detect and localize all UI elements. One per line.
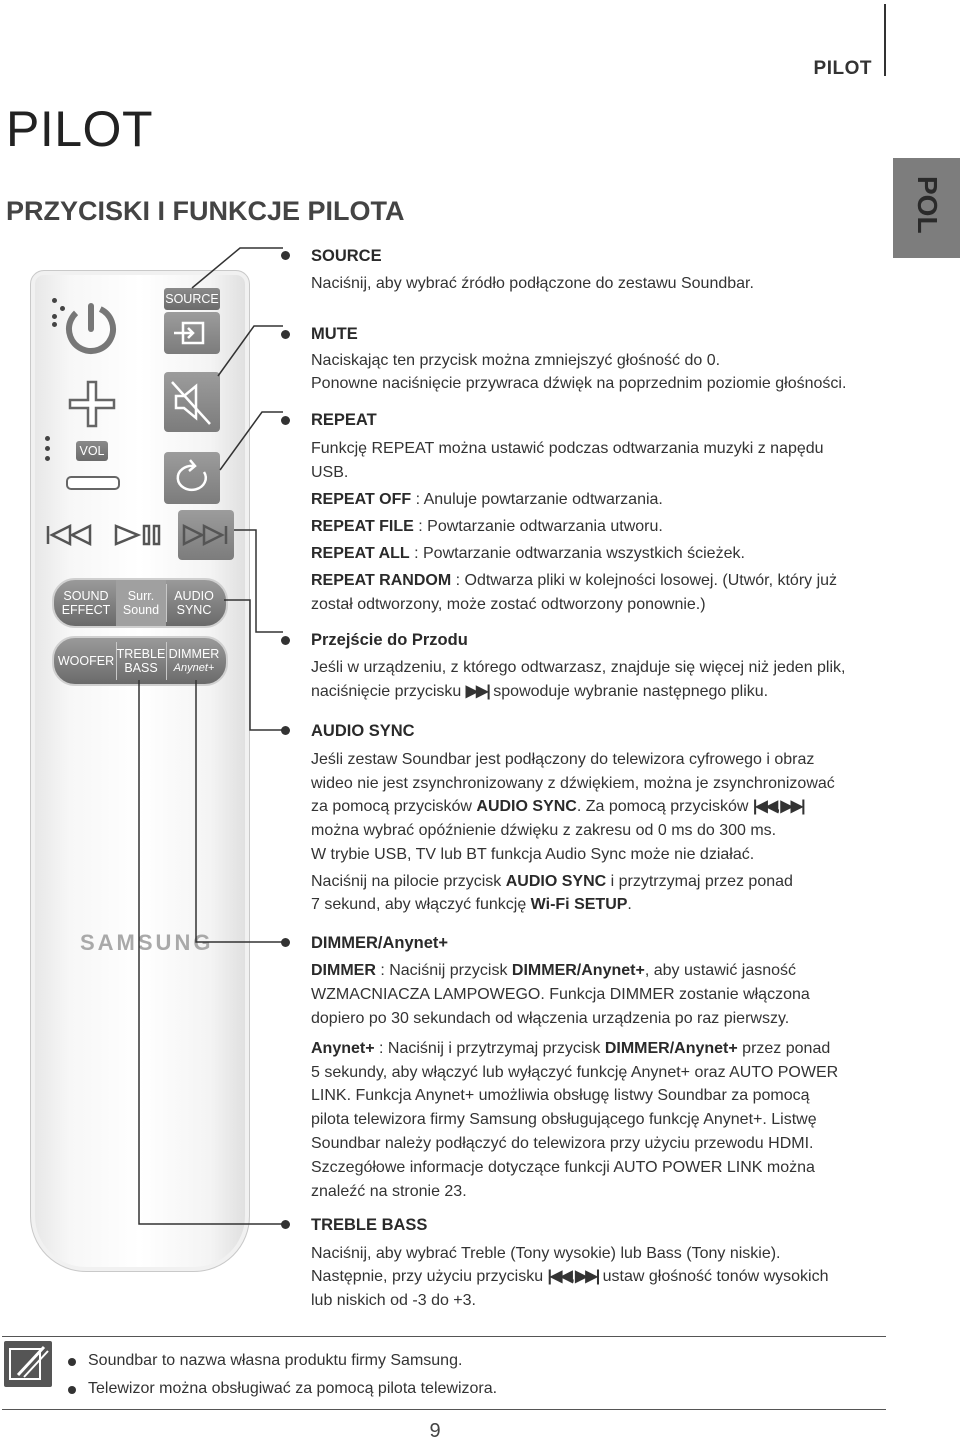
samsung-logo: SAMSUNG (80, 930, 214, 955)
note-bullet (68, 1386, 76, 1394)
treble-text-3: lub niskich od -3 do +3. (311, 1292, 476, 1309)
as-3d: , (776, 798, 781, 815)
as-6b: AUDIO SYNC (505, 873, 607, 890)
d-1a: DIMMER (311, 962, 376, 979)
dimmer-text-3: dopiero po 30 sekundach od włączenia urządzenia po raz pierwszy. (311, 1010, 790, 1027)
repeat-random-text-2: został odtworzony, może zostać odtworzony ponownie.) (311, 596, 706, 613)
source-heading: SOURCE (311, 247, 382, 265)
repeat-heading: REPEAT (311, 411, 377, 429)
t-2c: ustaw głośność tonów wysokich (598, 1268, 829, 1285)
header-rule (884, 4, 886, 76)
dimmer-text-1 (311, 959, 796, 983)
audio-sync-text-6 (311, 870, 793, 894)
note-rule-bottom (2, 1409, 886, 1410)
as-3b: AUDIO SYNC (476, 798, 577, 815)
bullet (281, 1220, 290, 1229)
next-track-glyph-icon: ▶▶| (780, 798, 804, 815)
prev-track-glyph-icon: |◀◀ (752, 798, 776, 815)
mute-heading: MUTE (311, 325, 358, 343)
callout-lines (0, 0, 300, 1250)
mute-text-2: Ponowne naciśnięcie przywraca dźwięk na poprzednim poziomie głośności. (311, 375, 847, 392)
repeat-file (311, 515, 663, 539)
source-text: Naciśnij, aby wybrać źródło podłączone do zestawu Soundbar. (311, 275, 754, 292)
as-3a: za pomocą przycisków (311, 798, 477, 815)
repeat-all-key: REPEAT ALL (311, 545, 410, 562)
bullet (281, 251, 290, 260)
vol-label: VOL (79, 444, 105, 458)
anynet-text-2: 5 sekundy, aby włączyć lub wyłączyć funkcję Anynet+ oraz AUTO POWER (311, 1064, 839, 1081)
as-7a: 7 sekund, aby włączyć funkcję (311, 896, 531, 913)
repeat-intro-2: USB. (311, 464, 349, 481)
repeat-off-text: : Anuluje powtarzanie odtwarzania. (411, 491, 663, 508)
anynet-text-4: pilota telewizora firmy Samsung obsługującego funkcję Anynet+. Listwę (311, 1111, 817, 1128)
audio-sync-text-1: Jeśli zestaw Soundbar jest podłączony do telewizora cyfrowego i obraz (311, 751, 815, 768)
bullet (281, 726, 290, 735)
bullet (281, 938, 290, 947)
next-text-2b: spowoduje wybranie następnego pliku. (488, 683, 769, 700)
repeat-random-text: : Odtwarza pliki w kolejności losowej. (Utwór, który już (451, 572, 838, 589)
dimmer-label: DIMMER (168, 647, 220, 661)
next-text-2a: naciśnięcie przycisku (311, 683, 466, 700)
audio-sync-text-5: W trybie USB, TV lub BT funkcja Audio Sync może nie działać. (311, 846, 755, 863)
repeat-off-key: REPEAT OFF (311, 491, 412, 508)
repeat-all (311, 542, 745, 566)
treble-text-1: Naciśnij, aby wybrać Treble (Tony wysokie) lub Bass (Tony niskie). (311, 1245, 781, 1262)
dimmer-text-2: WZMACNIACZA LAMPOWEGO. Funkcja DIMMER zostanie włączona (311, 986, 810, 1003)
mute-text-1: Naciskając ten przycisk można zmniejszyć głośność do 0. (311, 352, 721, 369)
a-1b: : Naciśnij i przytrzymaj przycisk (374, 1040, 605, 1057)
anynet-text-3: LINK. Funkcja Anynet+ umożliwia obsługę listwy Soundbar za pomocą (311, 1087, 810, 1104)
bullet (281, 330, 290, 339)
repeat-file-text: : Powtarzanie odtwarzania utworu. (413, 518, 663, 535)
anynet-text-5: Soundbar należy podłączyć do telewizora przy użyciu przewodu HDMI. (311, 1135, 814, 1152)
woofer-label: WOOFER (57, 654, 115, 668)
bullet (281, 416, 290, 425)
language-tab (893, 158, 960, 258)
treble-bass-label: TREBLE BASS (116, 647, 166, 675)
page-number: 9 (429, 1420, 441, 1442)
surr-sound-label: Surr. Sound (122, 589, 160, 617)
note-bullet (68, 1358, 76, 1366)
repeat-intro-1: Funkcję REPEAT można ustawić podczas odtwarzania muzyki z napędu (311, 440, 824, 457)
next-track-glyph-icon: ▶▶| (575, 1268, 599, 1285)
pencil-icon (4, 1341, 52, 1387)
next-text-2 (311, 680, 768, 704)
next-track-glyph-icon: ▶▶| (465, 683, 489, 700)
a-1c: DIMMER/Anynet+ (604, 1040, 738, 1057)
section-title: PRZYCISKI I FUNKCJE PILOTA (6, 196, 405, 226)
note-pencil-icon (4, 1341, 52, 1387)
repeat-off (311, 488, 663, 512)
anynet-text-6: Szczegółowe informacje dotyczące funkcji AUTO POWER LINK można (311, 1159, 815, 1176)
repeat-file-key: REPEAT FILE (311, 518, 414, 535)
anynet-text-7: znaleźć na stronie 23. (311, 1183, 467, 1200)
t-2a: Następnie, przy użyciu przycisku (311, 1268, 548, 1285)
t-2b: , (570, 1268, 576, 1285)
d-1d: , aby ustawić jasność (644, 962, 797, 979)
audio-sync-text-4: można wybrać opóźnienie dźwięku z zakresu od 0 ms do 300 ms. (311, 822, 777, 839)
language-tab-label: POL (912, 176, 943, 234)
repeat-all-text: : Powtarzanie odtwarzania wszystkich ścieżek. (409, 545, 745, 562)
prev-track-glyph-icon: |◀◀ (547, 1268, 571, 1285)
audio-sync-heading: AUDIO SYNC (311, 722, 415, 740)
as-6a: Naciśnij na pilocie przycisk (311, 873, 506, 890)
sound-effect-label: SOUND EFFECT (61, 589, 111, 617)
d-1b: : Naciśnij przycisk (375, 962, 512, 979)
audio-sync-text-3 (311, 795, 804, 819)
bullet (281, 636, 290, 645)
next-text-1: Jeśli w urządzeniu, z którego odtwarzasz, znajduje się więcej niż jeden plik, (311, 659, 846, 676)
page-title: PILOT (6, 101, 153, 157)
audio-sync-text-2: wideo nie jest zsynchronizowany z dźwiękiem, można je zsynchronizować (311, 775, 835, 792)
a-1d: przez ponad (737, 1040, 831, 1057)
repeat-random-key: REPEAT RANDOM (311, 572, 452, 589)
anynet-label: Anynet+ (173, 662, 215, 674)
anynet-text-1 (311, 1037, 830, 1061)
next-heading: Przejście do Przodu (311, 631, 468, 649)
d-1c: DIMMER/Anynet+ (511, 962, 645, 979)
repeat-random (311, 569, 837, 593)
source-label: SOURCE (165, 292, 219, 306)
as-6c: i przytrzymaj przez ponad (606, 873, 793, 890)
treble-bass-heading: TREBLE BASS (311, 1216, 428, 1234)
a-1a: Anynet+ (311, 1040, 375, 1057)
as-7c: . (627, 896, 632, 913)
note-rule-top (2, 1336, 886, 1337)
audio-sync-text-7 (311, 893, 632, 917)
dimmer-heading: DIMMER/Anynet+ (311, 934, 449, 952)
treble-text-2 (311, 1265, 829, 1289)
running-header: PILOT (813, 58, 872, 79)
note-item: Soundbar to nazwa własna produktu firmy Samsung. (88, 1352, 463, 1369)
audio-sync-label: AUDIO SYNC (174, 589, 214, 617)
as-7b: Wi-Fi SETUP (530, 896, 628, 913)
as-3c: . Za pomocą przycisków (576, 798, 753, 815)
note-item: Telewizor można obsługiwać za pomocą pilota telewizora. (88, 1380, 498, 1397)
